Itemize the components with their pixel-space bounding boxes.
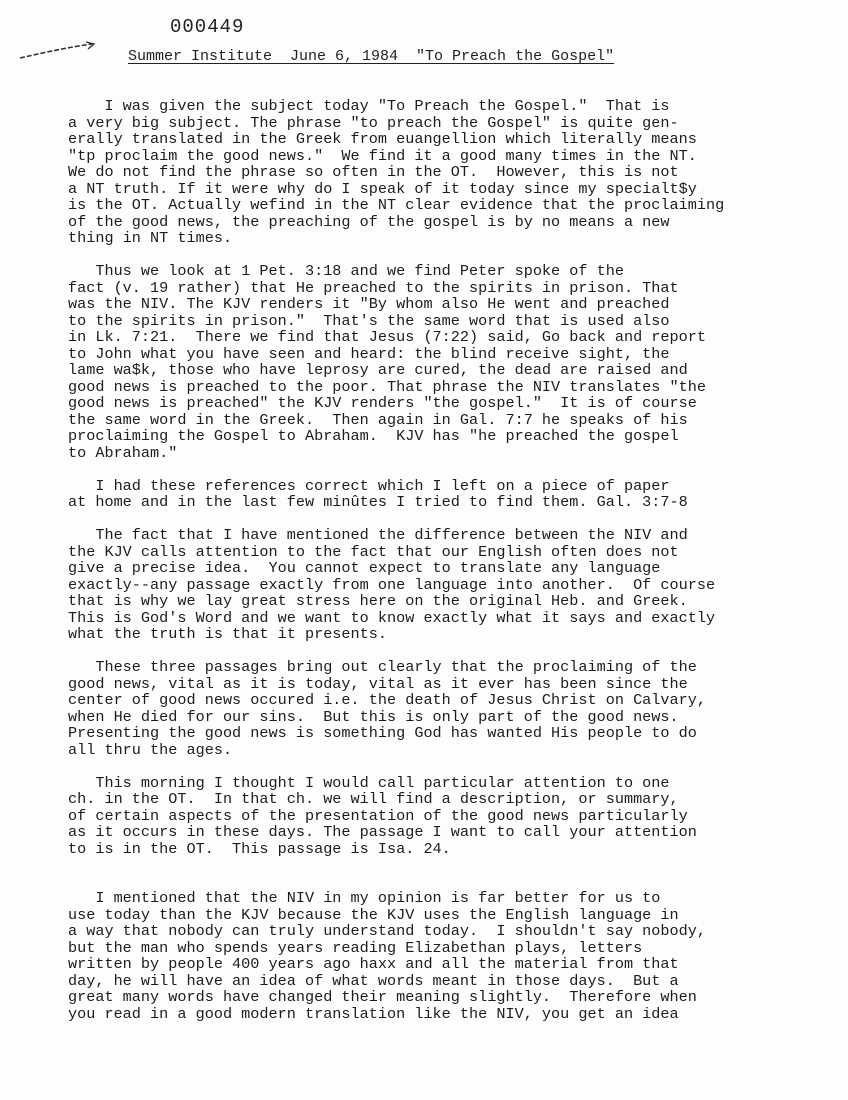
text-line: use today than the KJV because the KJV uses the English language in [68, 905, 679, 924]
text-line: of the good news, the preaching of the gospel is by no means a new [68, 212, 670, 231]
text-line: exactly--any passage exactly from one language into another. Of course [68, 575, 716, 594]
text-line: Thus we look at 1 Pet. 3:18 and we find Peter spoke of the [68, 262, 624, 280]
text-line: to the spirits in prison." That's the same word that is used also [68, 311, 670, 330]
text-line: ch. in the OT. In that ch. we will find a description, or summary, [68, 790, 679, 808]
margin-arrow-mark [18, 40, 100, 64]
text-line: erally translated in the Greek from euangellion which literally means [68, 130, 697, 148]
text-line: These three passages bring out clearly that the proclaiming of the [68, 658, 697, 676]
page-number: 000449 [170, 16, 245, 38]
text-line: was the NIV. The KJV renders it "By whom also He went and preached [68, 295, 670, 313]
text-line: The fact that I have mentioned the difference between the NIV and [68, 526, 688, 544]
text-line: This morning I thought I would call particular attention to one [68, 773, 670, 792]
text-line: you read in a good modern translation like the NIV, you get an idea [68, 1004, 679, 1023]
text-line: at home and in the last few minûtes I tried to find them. Gal. 3:7-8 [68, 493, 688, 511]
text-line: fact (v. 19 rather) that He preached to the spirits in prison. That [68, 278, 679, 297]
text-line: a way that nobody can truly understand today. I shouldn't say nobody, [68, 922, 706, 940]
text-line: to Abraham." [68, 443, 178, 462]
text-line: but the man who spends years reading Elizabethan plays, letters [68, 938, 643, 957]
paragraph [68, 890, 838, 1022]
text-line: the same word in the Greek. Then again in Gal. 7:7 he speaks of his [68, 410, 688, 429]
text-line: in Lk. 7:21. There we find that Jesus (7:22) said, Go back and report [68, 328, 706, 346]
paragraph [68, 98, 838, 247]
text-line: proclaiming the Gospel to Abraham. KJV has "he preached the gospel [68, 427, 679, 445]
text-line: Presenting the good news is something God has wanted His people to do [68, 724, 697, 742]
paragraph [68, 775, 838, 858]
text-line: We do not find the phrase so often in the OT. However, this is not [68, 163, 679, 181]
text-line: written by people 400 years ago haxx and all the material from that [68, 955, 679, 973]
text-line: good news, vital as it is today, vital as it ever has been since the [68, 674, 688, 693]
text-line: I was given the subject today "To Preach the Gospel." That is [68, 97, 670, 115]
text-line: "tp proclaim the good news." We find it a good many times in the NT. [68, 146, 697, 165]
text-line: as it occurs in these days. The passage I want to call your attention [68, 823, 697, 841]
text-line: what the truth is that it presents. [68, 625, 387, 643]
paragraph [68, 527, 838, 643]
text-line: center of good news occured i.e. the death of Jesus Christ on Calvary, [68, 691, 706, 709]
text-line: thing in NT times. [68, 229, 233, 247]
paragraph [68, 478, 838, 511]
text-line: is the OT. Actually wefind in the NT clear evidence that the proclaiming [68, 196, 725, 214]
text-line: day, he will have an idea of what words meant in those days. But a [68, 971, 679, 990]
text-line: to John what you have seen and heard: the blind receive sight, the [68, 344, 670, 363]
text-line: lame wa$k, those who have leprosy are cured, the dead are raised and [68, 361, 688, 379]
text-line: This is God's Word and we want to know exactly what it says and exactly [68, 608, 716, 627]
text-line: I had these references correct which I left on a piece of paper [68, 476, 670, 495]
text-line: good news is preached" the KJV renders "the gospel." It is of course [68, 394, 697, 412]
text-line: when He died for our sins. But this is only part of the good news. [68, 707, 679, 726]
text-line: the KJV calls attention to the fact that our English often does not [68, 542, 679, 561]
text-line: good news is preached to the poor. That phrase the NIV translates "the [68, 377, 706, 396]
text-line: a very big subject. The phrase "to preach the Gospel" is quite gen- [68, 113, 679, 132]
document-header: Summer Institute June 6, 1984 "To Preach the Gospel" [128, 48, 615, 65]
text-line: give a precise idea. You cannot expect to translate any language [68, 559, 661, 577]
document-body [68, 98, 838, 1022]
text-line: that is why we lay great stress here on the original Heb. and Greek. [68, 592, 688, 610]
text-line: I mentioned that the NIV in my opinion is far better for us to [68, 889, 661, 907]
text-line: of certain aspects of the presentation of the good news particularly [68, 806, 688, 825]
text-line: great many words have changed their meaning slightly. Therefore when [68, 988, 697, 1006]
text-line: to is in the OT. This passage is Isa. 24. [68, 839, 451, 858]
text-line: all thru the ages. [68, 740, 233, 759]
text-line: a NT truth. If it were why do I speak of it today since my specialt$y [68, 179, 697, 198]
paragraph [68, 263, 838, 461]
paragraph [68, 659, 838, 758]
